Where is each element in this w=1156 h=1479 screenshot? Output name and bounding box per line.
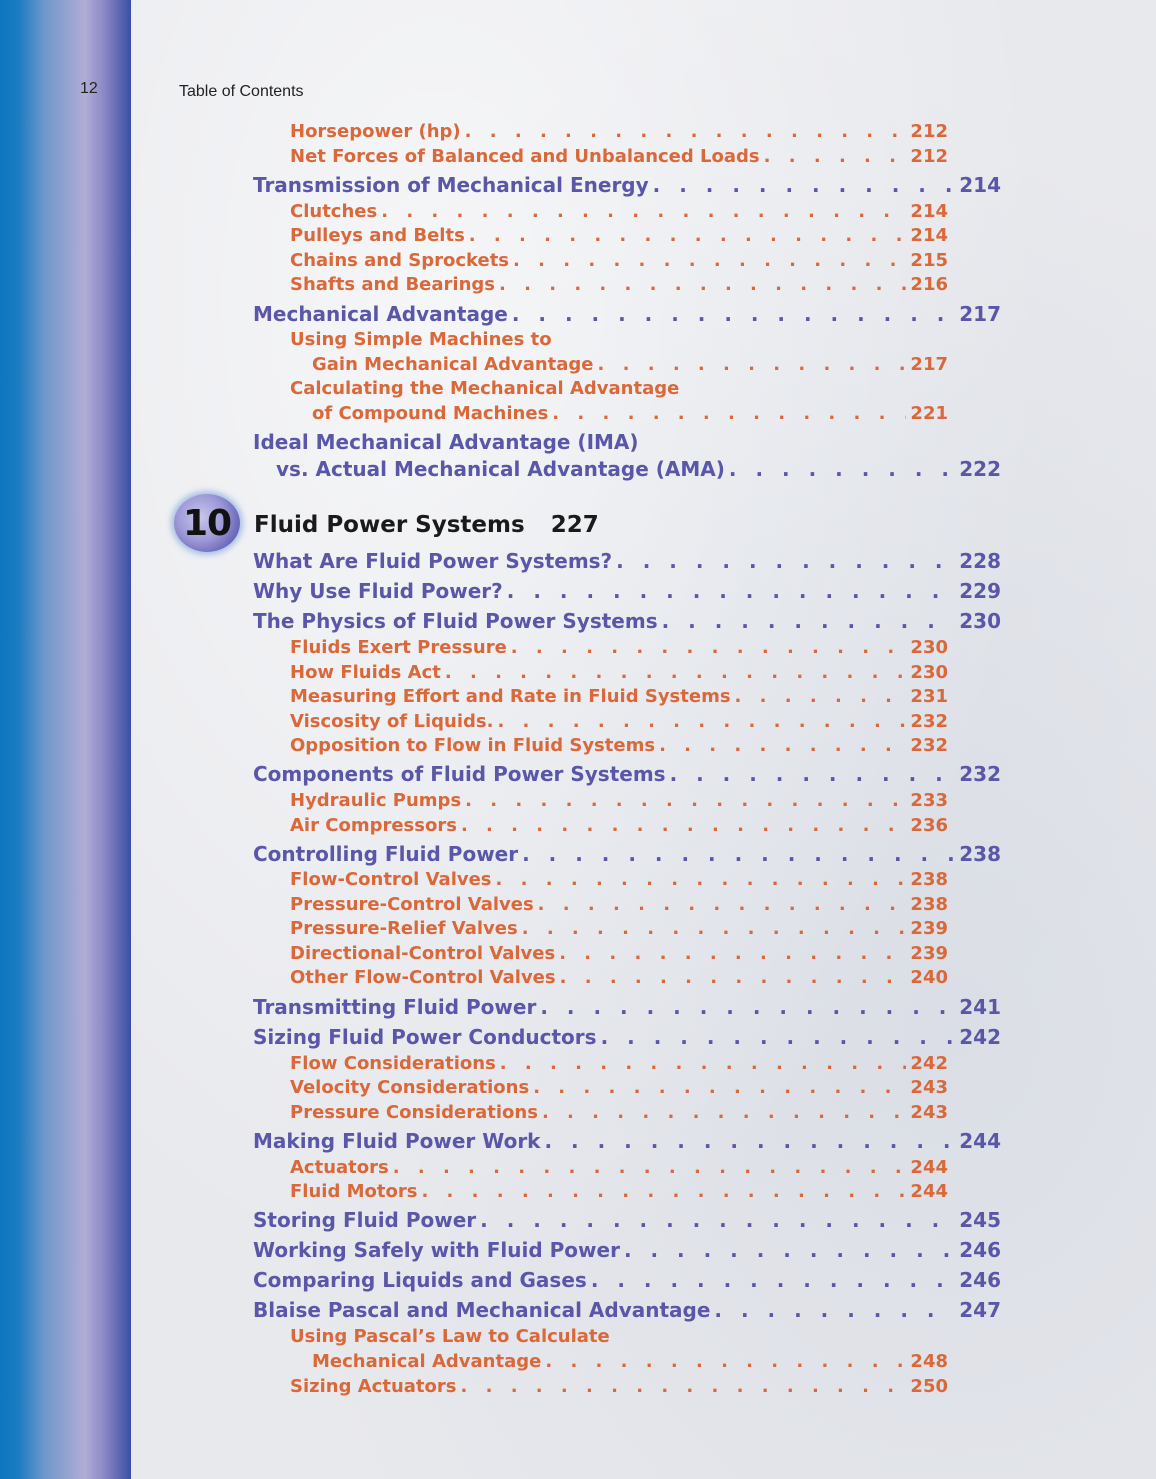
toc-entry-page: 232 bbox=[959, 762, 1001, 786]
toc-entry[interactable] bbox=[290, 1053, 948, 1074]
toc-entry-page: 240 bbox=[910, 967, 948, 988]
toc-entry-label: Storing Fluid Power bbox=[253, 1208, 477, 1232]
leader-dots bbox=[393, 1157, 907, 1178]
toc-entry[interactable] bbox=[290, 146, 948, 167]
toc-entry-page: 217 bbox=[959, 302, 1001, 326]
toc-entry[interactable] bbox=[290, 1157, 948, 1178]
toc-entry-label: Fluids Exert Pressure bbox=[290, 637, 507, 658]
toc-entry[interactable] bbox=[253, 1238, 1001, 1262]
toc-entry-label: Net Forces of Balanced and Unbalanced Loads bbox=[290, 146, 760, 167]
leader-dots bbox=[522, 842, 955, 866]
toc-entry-label: Comparing Liquids and Gases bbox=[253, 1268, 587, 1292]
toc-entry[interactable] bbox=[253, 995, 1001, 1019]
leader-dots bbox=[522, 918, 907, 939]
leader-dots bbox=[591, 1268, 955, 1292]
toc-entry[interactable] bbox=[253, 579, 1001, 603]
toc-entry[interactable] bbox=[253, 609, 1001, 633]
toc-entry[interactable] bbox=[290, 1181, 948, 1202]
toc-entry-page: 244 bbox=[910, 1181, 948, 1202]
toc-entry-page: 248 bbox=[910, 1351, 948, 1372]
leader-dots bbox=[469, 225, 907, 246]
toc-entry[interactable] bbox=[290, 274, 948, 295]
toc-entry[interactable] bbox=[290, 1102, 948, 1123]
toc-entry-page: 232 bbox=[910, 735, 948, 756]
toc-entry-label: Air Compressors bbox=[290, 815, 457, 836]
leader-dots bbox=[496, 869, 907, 890]
toc-entry-label: Clutches bbox=[290, 201, 378, 222]
toc-entry[interactable] bbox=[312, 354, 948, 375]
toc-entry-page: 230 bbox=[910, 637, 948, 658]
toc-entry-first-line[interactable]: Ideal Mechanical Advantage (IMA) bbox=[253, 430, 639, 454]
toc-entry-label: Pressure-Control Valves bbox=[290, 894, 534, 915]
leader-dots bbox=[445, 662, 907, 683]
toc-entry-label: Pulleys and Belts bbox=[290, 225, 465, 246]
toc-entry-page: 232 bbox=[910, 711, 948, 732]
leader-dots bbox=[560, 967, 907, 988]
toc-entry-page: 221 bbox=[910, 403, 948, 424]
toc-entry-label: Velocity Considerations bbox=[290, 1077, 530, 1098]
leader-dots bbox=[552, 403, 906, 424]
leader-dots bbox=[714, 1298, 955, 1322]
leader-dots bbox=[421, 1181, 906, 1202]
toc-entry[interactable] bbox=[253, 549, 1001, 573]
leader-dots bbox=[735, 686, 907, 707]
toc-entry-page: 230 bbox=[910, 662, 948, 683]
toc-entry[interactable] bbox=[253, 1268, 1001, 1292]
running-head: Table of Contents bbox=[179, 83, 304, 100]
toc-entry-page: 229 bbox=[959, 579, 1001, 603]
leader-dots bbox=[512, 302, 955, 326]
toc-entry-page: 242 bbox=[910, 1053, 948, 1074]
toc-entry[interactable] bbox=[290, 790, 948, 811]
toc-entry-label: Opposition to Flow in Fluid Systems bbox=[290, 735, 656, 756]
toc-entry-label: Mechanical Advantage bbox=[253, 302, 508, 326]
toc-entry-label: Working Safely with Fluid Power bbox=[253, 1238, 620, 1262]
toc-entry-label: Flow-Control Valves bbox=[290, 869, 492, 890]
toc-entry-page: 243 bbox=[910, 1102, 948, 1123]
toc-entry-page: 242 bbox=[959, 1025, 1001, 1049]
toc-entry[interactable] bbox=[290, 918, 948, 939]
toc-entry[interactable] bbox=[253, 302, 1001, 326]
toc-entry-label: Sizing Fluid Power Conductors bbox=[253, 1025, 597, 1049]
toc-entry-label: Mechanical Advantage bbox=[312, 1351, 542, 1372]
toc-entry-page: 215 bbox=[910, 250, 948, 271]
chapter-number: 10 bbox=[182, 502, 232, 544]
leader-dots bbox=[616, 549, 955, 573]
leader-dots bbox=[461, 815, 906, 836]
leader-dots bbox=[497, 711, 906, 732]
toc-entry[interactable] bbox=[290, 967, 948, 988]
toc-entry-page: 243 bbox=[910, 1077, 948, 1098]
leader-dots bbox=[480, 1208, 955, 1232]
chapter-number-badge bbox=[174, 494, 240, 552]
leader-dots bbox=[513, 250, 906, 271]
toc-entry[interactable] bbox=[290, 711, 948, 732]
toc-entry[interactable] bbox=[290, 735, 948, 756]
leader-dots bbox=[729, 457, 955, 481]
leader-dots bbox=[511, 637, 907, 658]
toc-entry-page: 238 bbox=[959, 842, 1001, 866]
toc-entry-label: vs. Actual Mechanical Advantage (AMA) bbox=[276, 457, 725, 481]
chapter-page: 227 bbox=[550, 512, 599, 538]
toc-entry-page: 212 bbox=[910, 121, 948, 142]
leader-dots bbox=[538, 894, 907, 915]
leader-dots bbox=[662, 609, 956, 633]
toc-entry[interactable] bbox=[290, 686, 948, 707]
leader-dots bbox=[598, 354, 907, 375]
leader-dots bbox=[653, 173, 956, 197]
leader-dots bbox=[465, 790, 906, 811]
toc-entry-page: 250 bbox=[910, 1376, 948, 1397]
toc-entry-page: 246 bbox=[959, 1238, 1001, 1262]
decorative-sidebar-gradient bbox=[0, 0, 131, 1479]
toc-entry-label: Directional-Control Valves bbox=[290, 943, 556, 964]
toc-entry-label: What Are Fluid Power Systems? bbox=[253, 549, 613, 573]
toc-entry-label: Transmission of Mechanical Energy bbox=[253, 173, 649, 197]
toc-entry-label: Controlling Fluid Power bbox=[253, 842, 519, 866]
toc-entry-page: 214 bbox=[910, 201, 948, 222]
toc-entry[interactable] bbox=[253, 173, 1001, 197]
toc-entry-label: Shafts and Bearings bbox=[290, 274, 495, 295]
leader-dots bbox=[670, 762, 956, 786]
toc-entry[interactable] bbox=[290, 250, 948, 271]
leader-dots bbox=[507, 579, 955, 603]
toc-entry-label: Horsepower (hp) bbox=[290, 121, 461, 142]
toc-entry-label: Measuring Effort and Rate in Fluid Systems bbox=[290, 686, 731, 707]
toc-entry-page: 228 bbox=[959, 549, 1001, 573]
toc-entry-label: Transmitting Fluid Power bbox=[253, 995, 537, 1019]
leader-dots bbox=[601, 1025, 956, 1049]
toc-entry-label: Chains and Sprockets bbox=[290, 250, 510, 271]
leader-dots bbox=[381, 201, 906, 222]
toc-entry-page: 230 bbox=[959, 609, 1001, 633]
toc-entry-page: 241 bbox=[959, 995, 1001, 1019]
toc-entry[interactable] bbox=[290, 943, 948, 964]
toc-entry-label: Components of Fluid Power Systems bbox=[253, 762, 666, 786]
page-number: 12 bbox=[80, 80, 98, 97]
toc-entry-label: Why Use Fluid Power? bbox=[253, 579, 503, 603]
toc-entry-label: Flow Considerations bbox=[290, 1053, 496, 1074]
leader-dots bbox=[544, 1129, 955, 1153]
toc-entry-label: Fluid Motors bbox=[290, 1181, 418, 1202]
leader-dots bbox=[624, 1238, 955, 1262]
leader-dots bbox=[542, 1102, 906, 1123]
toc-entry-first-line[interactable]: Using Simple Machines to bbox=[290, 329, 552, 350]
toc-entry-label: Actuators bbox=[290, 1157, 389, 1178]
toc-entry-page: 239 bbox=[910, 943, 948, 964]
toc-entry-label: Gain Mechanical Advantage bbox=[312, 354, 594, 375]
toc-entry-page: 247 bbox=[959, 1298, 1001, 1322]
toc-entry[interactable] bbox=[290, 1077, 948, 1098]
toc-entry[interactable] bbox=[290, 1376, 948, 1397]
leader-dots bbox=[559, 943, 906, 964]
toc-entry-label: Sizing Actuators bbox=[290, 1376, 457, 1397]
toc-entry-page: 236 bbox=[910, 815, 948, 836]
leader-dots bbox=[540, 995, 955, 1019]
toc-entry-label: Blaise Pascal and Mechanical Advantage bbox=[253, 1298, 711, 1322]
toc-entry[interactable] bbox=[290, 121, 948, 142]
toc-entry[interactable] bbox=[253, 1298, 1001, 1322]
toc-entry[interactable] bbox=[290, 815, 948, 836]
toc-entry-page: 214 bbox=[959, 173, 1001, 197]
toc-entry-page: 231 bbox=[910, 686, 948, 707]
toc-entry-page: 222 bbox=[959, 457, 1001, 481]
toc-entry[interactable] bbox=[290, 637, 948, 658]
toc-entry[interactable] bbox=[290, 869, 948, 890]
toc-entry[interactable] bbox=[253, 842, 1001, 866]
toc-entry-page: 245 bbox=[959, 1208, 1001, 1232]
toc-entry-label: Making Fluid Power Work bbox=[253, 1129, 541, 1153]
toc-entry[interactable] bbox=[312, 1351, 948, 1372]
leader-dots bbox=[465, 121, 907, 142]
toc-entry[interactable] bbox=[290, 662, 948, 683]
toc-entry-page: 246 bbox=[959, 1268, 1001, 1292]
toc-entry-first-line[interactable]: Using Pascal’s Law to Calculate bbox=[290, 1326, 610, 1347]
toc-entry-page: 212 bbox=[910, 146, 948, 167]
toc-entry[interactable] bbox=[253, 1025, 1001, 1049]
toc-entry[interactable] bbox=[290, 201, 948, 222]
toc-entry[interactable] bbox=[253, 762, 1001, 786]
leader-dots bbox=[499, 274, 906, 295]
toc-entry-label: Pressure-Relief Valves bbox=[290, 918, 518, 939]
chapter-title-text: Fluid Power Systems bbox=[254, 512, 525, 538]
toc-entry[interactable] bbox=[253, 1208, 1001, 1232]
chapter-title[interactable] bbox=[254, 512, 599, 538]
toc-entry-page: 239 bbox=[910, 918, 948, 939]
toc-entry-label: Hydraulic Pumps bbox=[290, 790, 462, 811]
toc-entry-label: Viscosity of Liquids. bbox=[290, 711, 494, 732]
toc-entry-page: 238 bbox=[910, 894, 948, 915]
leader-dots bbox=[764, 146, 907, 167]
toc-entry[interactable] bbox=[290, 894, 948, 915]
leader-dots bbox=[659, 735, 906, 756]
toc-entry-page: 244 bbox=[910, 1157, 948, 1178]
toc-entry-page: 244 bbox=[959, 1129, 1001, 1153]
leader-dots bbox=[500, 1053, 907, 1074]
toc-entry[interactable] bbox=[253, 1129, 1001, 1153]
toc-entry-page: 217 bbox=[910, 354, 948, 375]
toc-entry[interactable] bbox=[276, 457, 1001, 481]
toc-entry[interactable] bbox=[290, 225, 948, 246]
toc-entry-page: 214 bbox=[910, 225, 948, 246]
leader-dots bbox=[545, 1351, 906, 1372]
leader-dots bbox=[533, 1077, 906, 1098]
toc-entry-page: 216 bbox=[910, 274, 948, 295]
leader-dots bbox=[460, 1376, 906, 1397]
toc-entry[interactable] bbox=[312, 403, 948, 424]
toc-entry-label: The Physics of Fluid Power Systems bbox=[253, 609, 658, 633]
toc-entry-page: 238 bbox=[910, 869, 948, 890]
toc-entry-label: of Compound Machines bbox=[312, 403, 549, 424]
toc-entry-page: 233 bbox=[910, 790, 948, 811]
toc-entry-label: Other Flow-Control Valves bbox=[290, 967, 556, 988]
toc-entry-label: Pressure Considerations bbox=[290, 1102, 538, 1123]
toc-entry-first-line[interactable]: Calculating the Mechanical Advantage bbox=[290, 378, 680, 399]
toc-entry-label: How Fluids Act bbox=[290, 662, 441, 683]
